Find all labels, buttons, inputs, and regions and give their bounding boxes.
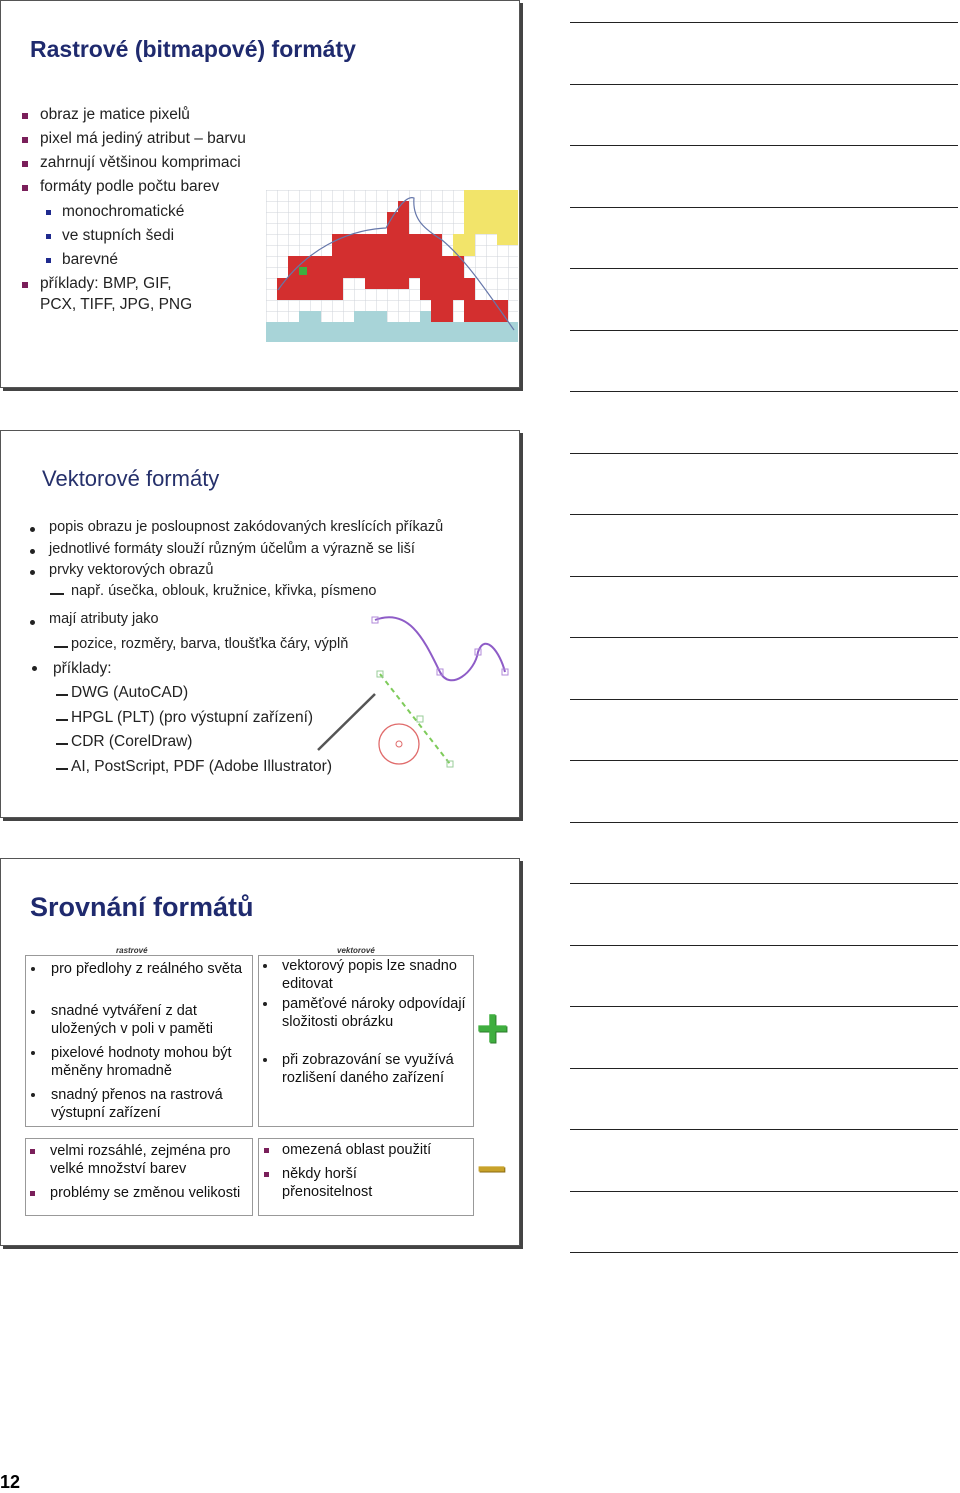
bullet-icon: [31, 967, 35, 971]
note-line: [570, 1191, 958, 1192]
bullet-icon: [264, 1172, 269, 1177]
raster-con-item: problémy se změnou velikosti: [50, 1185, 241, 1201]
dash-icon: [56, 719, 68, 721]
raster-pro-item: snadné vytváření z dat uložených v poli v paměti: [51, 1003, 213, 1037]
slide1-bullet: obraz je matice pixelů: [40, 106, 190, 123]
raster-pro-item: pixelové hodnoty mohou být měněny hromadně: [51, 1045, 232, 1079]
slide2-example: DWG (AutoCAD): [71, 684, 189, 701]
slide2-bullet: příklady:: [53, 660, 112, 677]
bullet-icon: [30, 1191, 35, 1196]
bullet-icon: [30, 570, 35, 575]
vector-shapes-illustration: [300, 612, 510, 792]
sub-bullet-icon: [46, 210, 51, 215]
bullet-icon: [22, 113, 28, 119]
slide2-sub: např. úsečka, oblouk, kružnice, křivka, písmeno: [71, 583, 377, 599]
note-line: [570, 391, 958, 392]
slide1-bullet: formáty podle počtu barev: [40, 178, 220, 195]
bullet-icon: [263, 1002, 267, 1006]
raster-pro-item: snadný přenos na rastrová výstupní zařízení: [51, 1087, 223, 1121]
bullet-icon: [30, 1149, 35, 1154]
dash-icon: [54, 646, 68, 648]
plus-icon: +: [476, 996, 509, 1059]
slide1-sub-bullet: monochromatické: [62, 203, 185, 220]
bullet-icon: [31, 1093, 35, 1097]
note-line: [570, 760, 958, 761]
bullet-icon: [30, 527, 35, 532]
bullet-icon: [263, 964, 267, 968]
minus-icon: –: [477, 1137, 506, 1195]
slide1-bullet: pixel má jediný atribut – barvu: [40, 130, 246, 147]
bullet-icon: [31, 1010, 35, 1014]
note-line: [570, 268, 958, 269]
vector-con-item: omezená oblast použití: [282, 1142, 432, 1158]
note-line: [570, 145, 958, 146]
dash-icon: [50, 593, 64, 595]
note-line: [570, 330, 958, 331]
slide3-title: Srovnání formátů: [30, 892, 254, 922]
pixel-dolphin-illustration: [266, 190, 518, 342]
vector-pro-item: vektorový popis lze snadno editovat: [282, 958, 457, 992]
slide2-sub: pozice, rozměry, barva, tloušťka čáry, výplň: [71, 636, 349, 652]
raster-con-item: velmi rozsáhlé, zejména pro velké množství barev: [50, 1143, 231, 1177]
note-line: [570, 576, 958, 577]
bullet-icon: [22, 185, 28, 191]
bullet-icon: [30, 620, 35, 625]
note-line: [570, 1252, 958, 1253]
slide2-bullet: popis obrazu je posloupnost zakódovaných kreslících příkazů: [49, 519, 444, 535]
dash-icon: [56, 768, 68, 770]
vector-pro-item: při zobrazování se využívá rozlišení daného zařízení: [282, 1052, 454, 1086]
slide2-example: AI, PostScript, PDF (Adobe Illustrator): [71, 758, 333, 775]
note-line: [570, 822, 958, 823]
bullet-icon: [32, 666, 37, 671]
note-line: [570, 945, 958, 946]
bullet-icon: [22, 161, 28, 167]
vector-pro-item: paměťové nároky odpovídají složitosti obrázku: [282, 996, 466, 1030]
bullet-icon: [22, 282, 28, 288]
slide1-sub-bullet: barevné: [62, 251, 119, 268]
bullet-icon: [22, 137, 28, 143]
vector-column-label: vektorové: [337, 946, 375, 955]
note-line: [570, 22, 958, 23]
sub-bullet-icon: [46, 258, 51, 263]
note-line: [570, 1006, 958, 1007]
note-line: [570, 514, 958, 515]
raster-pro-item: pro předlohy z reálného světa: [51, 961, 243, 977]
note-line: [570, 1129, 958, 1130]
sub-bullet-icon: [46, 234, 51, 239]
note-line: [570, 883, 958, 884]
bullet-icon: [31, 1051, 35, 1055]
slide1-example-line: PCX, TIFF, JPG, PNG: [40, 296, 193, 313]
bullet-icon: [30, 549, 35, 554]
note-line: [570, 699, 958, 700]
raster-column-label: rastrové: [116, 946, 148, 955]
slide2-bullet: jednotlivé formáty slouží různým účelům a výrazně se liší: [49, 541, 415, 557]
slide2-title: Vektorové formáty: [42, 466, 220, 491]
note-line: [570, 84, 958, 85]
slide1-example-line: příklady: BMP, GIF,: [40, 275, 172, 292]
page-number: 12: [0, 1472, 21, 1492]
note-line: [570, 207, 958, 208]
slide2-example: HPGL (PLT) (pro výstupní zařízení): [71, 709, 314, 726]
dash-icon: [56, 694, 68, 696]
slide2-bullet: prvky vektorových obrazů: [49, 562, 214, 578]
bullet-icon: [263, 1058, 267, 1062]
slide2-example: CDR (CorelDraw): [71, 733, 193, 750]
note-line: [570, 637, 958, 638]
note-line: [570, 453, 958, 454]
note-line: [570, 1068, 958, 1069]
dash-icon: [56, 743, 68, 745]
slide2-bullet: mají atributy jako: [49, 611, 159, 627]
slide1-sub-bullet: ve stupních šedi: [62, 227, 175, 244]
slide1-title: Rastrové (bitmapové) formáty: [30, 36, 356, 62]
bullet-icon: [264, 1148, 269, 1153]
vector-con-item: někdy horší přenositelnost: [282, 1166, 373, 1200]
slide1-bullet: zahrnují většinou komprimaci: [40, 154, 241, 171]
